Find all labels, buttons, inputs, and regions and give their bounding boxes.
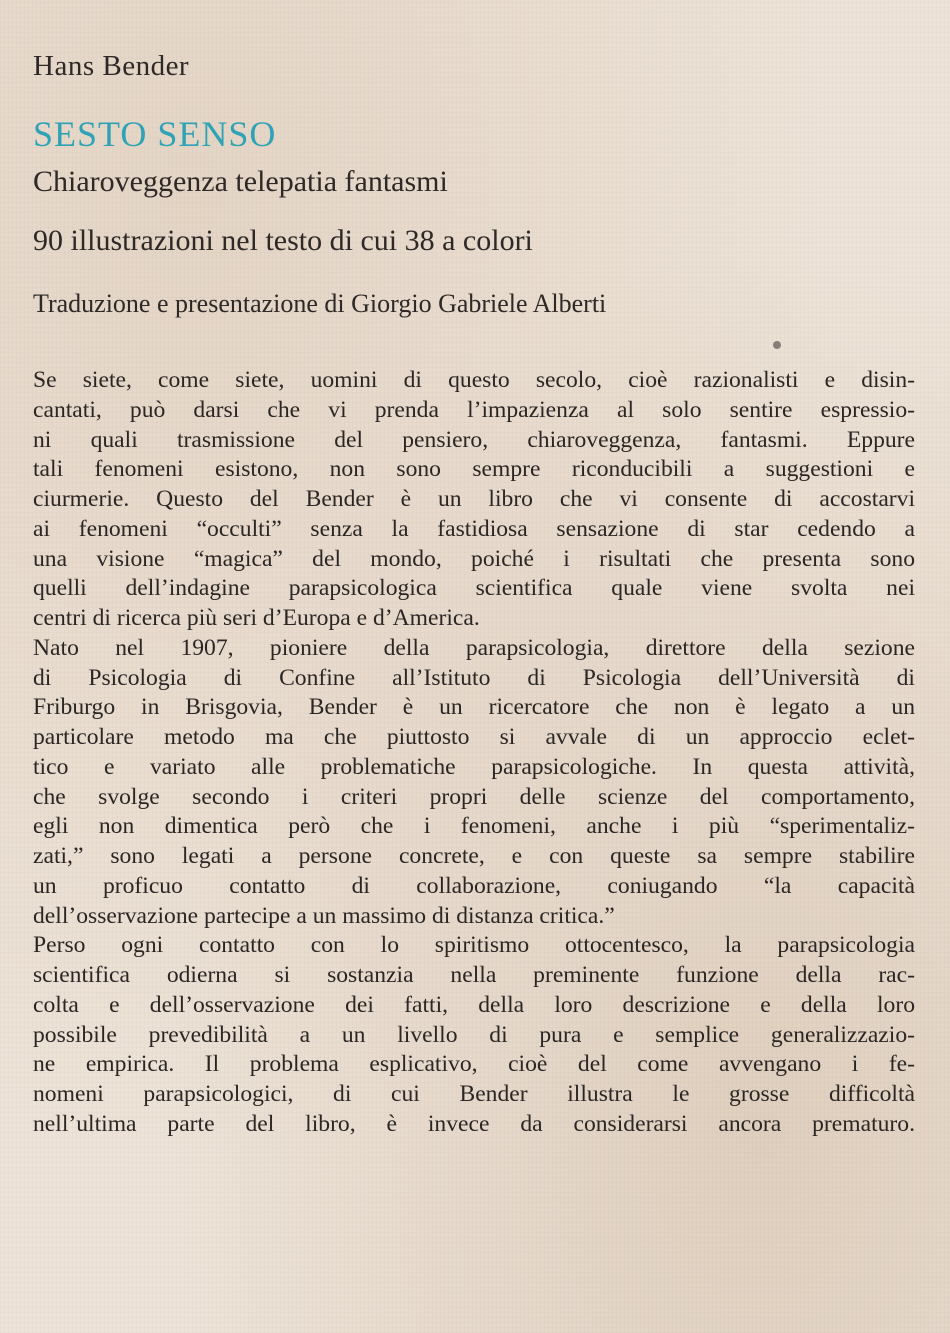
text-line: ciurmerie. Questo del Bender è un libro che vi consente di accostarvi	[33, 486, 915, 512]
paragraph-2	[33, 634, 915, 932]
book-title: SESTO SENSO	[33, 114, 277, 154]
paragraph-1	[33, 366, 915, 634]
text-line: tali fenomeni esistono, non sono sempre riconducibili a suggestioni e	[33, 456, 915, 483]
text-line: dell’osservazione partecipe a un massimo di distanza critica.”	[33, 902, 615, 929]
text-line: colta e dell’osservazione dei fatti, della loro descrizione e della loro	[33, 991, 915, 1018]
text-line: che svolge secondo i criteri propri delle scienze del comportamento,	[33, 783, 915, 810]
text-line: Perso ogni contatto con lo spiritismo ottocentesco, la parapsicologia	[33, 932, 915, 959]
text-line: nell’ultima parte del libro, è invece da considerarsi ancora prematuro.	[33, 1110, 915, 1137]
text-line: di Psicologia di Confine all’Istituto di Psicologia dell’Università di	[33, 664, 915, 691]
text-line: particolare metodo ma che piuttosto si avvale di un approccio eclet-	[33, 724, 915, 750]
text-line: un proficuo contatto di collaborazione, coniugando “la capacità	[33, 872, 915, 899]
text-line: quelli dell’indagine parapsicologica scientifica quale viene svolta nei	[33, 575, 915, 602]
text-line: Se siete, come siete, uomini di questo secolo, cioè razionalisti e disin-	[33, 367, 915, 393]
text-line: possibile prevedibilità a un livello di pura e semplice generalizzazio-	[33, 1021, 915, 1048]
illustrations-note: 90 illustrazioni nel testo di cui 38 a colori	[33, 224, 533, 257]
text-line: cantati, può darsi che vi prenda l’impazienza al solo sentire espressio-	[33, 396, 915, 423]
author-name: Hans Bender	[33, 50, 190, 82]
text-line: Friburgo in Brisgovia, Bender è un ricercatore che non è legato a un	[33, 694, 915, 721]
text-line: centri di ricerca più seri d’Europa e d’America.	[33, 605, 480, 631]
book-subtitle: Chiaroveggenza telepatia fantasmi	[33, 165, 448, 198]
text-line: ai fenomeni “occulti” senza la fastidiosa sensazione di star cedendo a	[33, 515, 915, 542]
text-line: ni quali trasmissione del pensiero, chiaroveggenza, fantasmi. Eppure	[33, 426, 915, 453]
text-line: tico e variato alle problematiche parapsicologiche. In questa attività,	[33, 753, 915, 780]
text-line: egli non dimentica però che i fenomeni, anche i più “sperimentaliz-	[33, 813, 915, 840]
text-line: Nato nel 1907, pioniere della parapsicologia, direttore della sezione	[33, 634, 915, 661]
text-line: ne empirica. Il problema esplicativo, cioè del come avvengano i fe-	[33, 1051, 915, 1078]
blurb-text	[33, 366, 915, 1140]
decorative-dot	[773, 341, 781, 349]
translation-credit: Traduzione e presentazione di Giorgio Gabriele Alberti	[33, 289, 607, 318]
text-line: scientifica odierna si sostanzia nella preminente funzione della rac-	[33, 962, 915, 988]
paragraph-3	[33, 931, 915, 1139]
text-line: una visione “magica” del mondo, poiché i risultati che presenta sono	[33, 545, 915, 572]
text-line: nomeni parapsicologici, di cui Bender illustra le grosse difficoltà	[33, 1081, 915, 1107]
text-line: zati,” sono legati a persone concrete, e con queste sa sempre stabilire	[33, 843, 915, 869]
